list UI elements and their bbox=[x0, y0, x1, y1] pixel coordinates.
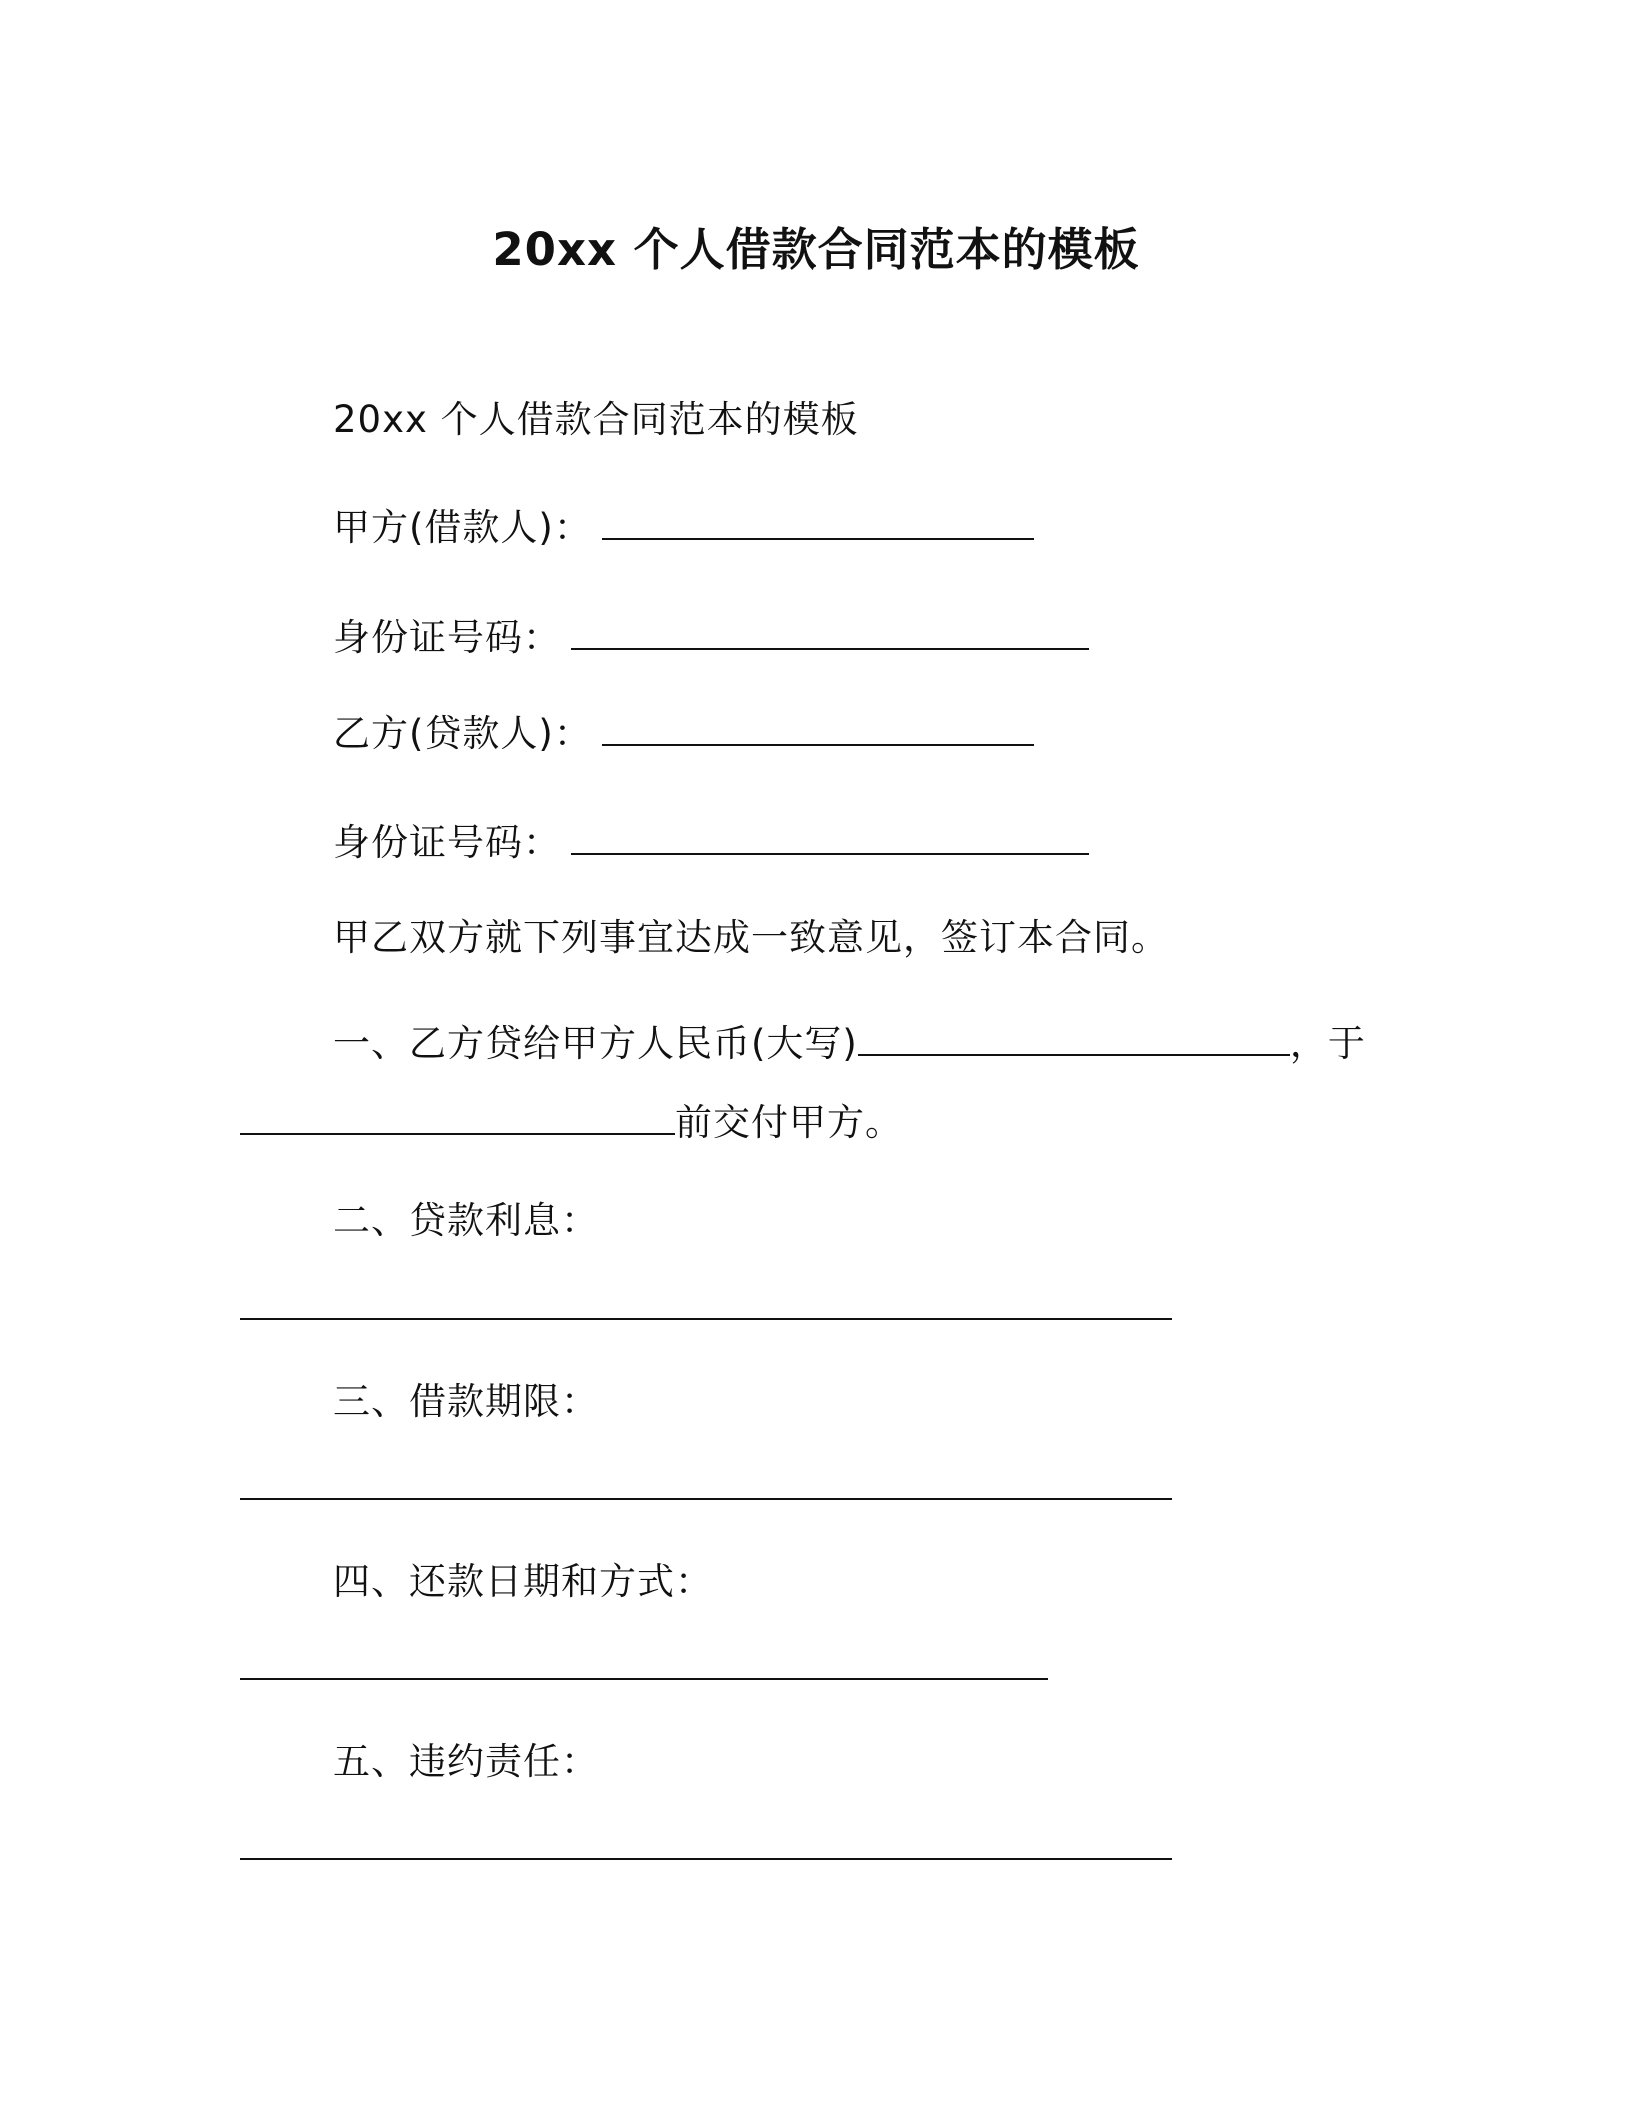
clause-5-blank[interactable] bbox=[240, 1858, 1172, 1860]
party-a-id-blank[interactable] bbox=[571, 610, 1089, 650]
party-b-row bbox=[333, 706, 1034, 758]
clause-3-label: 三、借款期限： bbox=[333, 1380, 599, 1423]
party-a-row bbox=[333, 500, 1034, 552]
party-b-label: 乙方(贷款人)： bbox=[333, 712, 592, 755]
party-a-id-row bbox=[333, 610, 1089, 662]
clause-1-text-end: 前交付甲方。 bbox=[675, 1101, 903, 1144]
clause-1-text-start: 一、乙方贷给甲方人民币(大写) bbox=[333, 1022, 858, 1065]
party-b-id-row bbox=[333, 815, 1089, 867]
party-b-id-blank[interactable] bbox=[571, 815, 1089, 855]
clause-4-label: 四、还款日期和方式： bbox=[333, 1560, 713, 1603]
clause-4-blank[interactable] bbox=[240, 1678, 1048, 1680]
clause-1-line-1 bbox=[333, 1016, 1366, 1068]
party-a-blank[interactable] bbox=[602, 500, 1034, 540]
clause-1-amount-blank[interactable] bbox=[858, 1016, 1290, 1056]
party-a-label: 甲方(借款人)： bbox=[333, 506, 592, 549]
clause-1-date-blank[interactable] bbox=[240, 1095, 675, 1135]
clause-1-text-mid: ，于 bbox=[1289, 1022, 1366, 1065]
party-b-id-label: 身份证号码： bbox=[333, 821, 561, 864]
clause-5-label: 五、违约责任： bbox=[333, 1740, 599, 1783]
clause-3-blank[interactable] bbox=[240, 1498, 1172, 1500]
agreement-intro: 甲乙双方就下列事宜达成一致意见，签订本合同。 bbox=[333, 916, 1169, 959]
clause-1-line-2 bbox=[240, 1095, 903, 1147]
document-title: 20xx 个人借款合同范本的模板 bbox=[492, 223, 1140, 276]
clause-2-blank[interactable] bbox=[240, 1318, 1172, 1320]
party-a-id-label: 身份证号码： bbox=[333, 616, 561, 659]
document-subtitle: 20xx 个人借款合同范本的模板 bbox=[333, 398, 859, 441]
clause-2-label: 二、贷款利息： bbox=[333, 1199, 599, 1242]
party-b-blank[interactable] bbox=[602, 706, 1034, 746]
